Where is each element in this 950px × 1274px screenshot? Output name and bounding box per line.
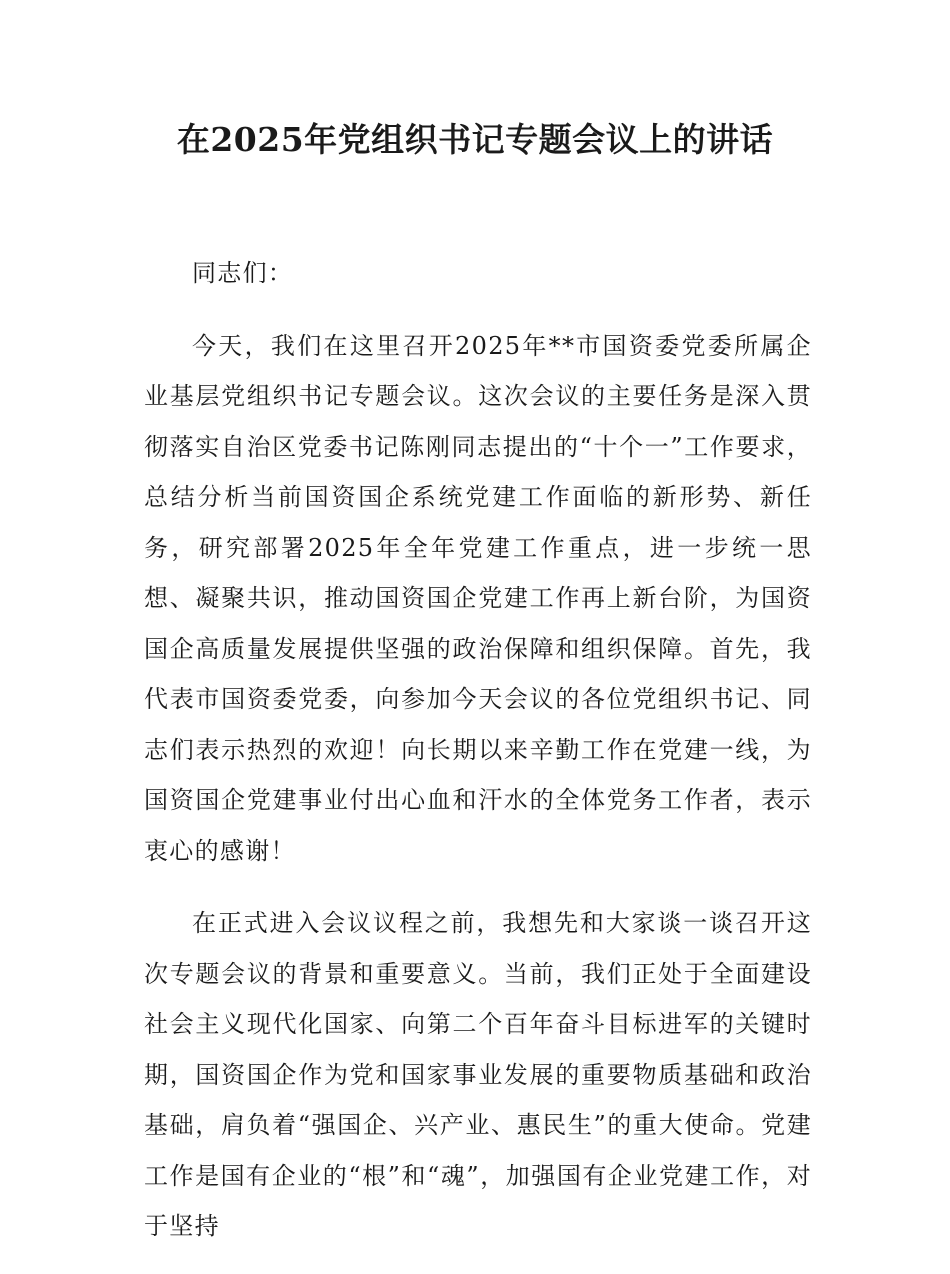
document-body <box>144 248 812 1274</box>
paragraph-opening: 今天，我们在这里召开2025年**市国资委党委所属企业基层党组织书记专题会议。这次会议的主要任务是深入贯彻落实自治区党委书记陈刚同志提出的“十个一”工作要求，总结分析当前国资国企系统党建工作面临的新形势、新任务，研究部署2025年全年党建工作重点，进一步统一思想、凝聚共识，推动国资国企党建工作再上新台阶，为国资国企高质量发展提供坚强的政治保障和组织保障。首先，我代表市国资委党委，向参加今天会议的各位党组织书记、同志们表示热烈的欢迎！向长期以来辛勤工作在党建一线，为国资国企党建事业付出心血和汗水的全体党务工作者，表示衷心的感谢！ <box>144 331 812 865</box>
document-title: 在2025年党组织书记专题会议上的讲话 <box>176 120 774 159</box>
paragraph-background: 在正式进入会议议程之前，我想先和大家谈一谈召开这次专题会议的背景和重要意义。当前，我们正处于全面建设社会主义现代化国家、向第二个百年奋斗目标进军的关键时期，国资国企作为党和国家事业发展的重要物质基础和政治基础，肩负着“强国企、兴产业、惠民生”的重大使命。党建工作是国有企业的“根”和“魂”，加强国有企业党建工作，对于坚持 <box>144 909 812 1240</box>
greeting-line: 同志们： <box>192 259 294 287</box>
